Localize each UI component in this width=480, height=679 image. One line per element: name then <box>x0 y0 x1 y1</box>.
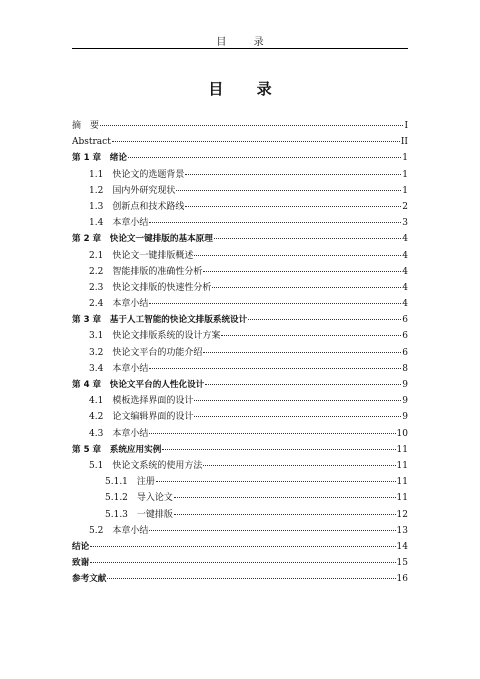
toc-entry-page-number: 2 <box>402 201 408 212</box>
toc-entry-page-number: 6 <box>402 331 408 342</box>
toc-entry-page-number: II <box>400 137 408 148</box>
toc-entry[interactable] <box>72 426 408 442</box>
toc-leader-dots <box>107 577 395 579</box>
toc-leader-dots <box>194 254 401 256</box>
toc-entry-label: 2.2 智能排版的准确性分析 <box>89 266 203 277</box>
toc-leader-dots <box>194 415 401 417</box>
toc-entry[interactable] <box>72 296 408 312</box>
toc-entry-label: 第 4 章 快论文平台的人性化设计 <box>72 380 205 390</box>
toc-entry-label: Abstract <box>72 137 111 148</box>
toc-leader-dots <box>214 237 401 239</box>
toc-entry-page-number: 4 <box>402 234 408 245</box>
toc-entry-label: 5.1 快论文系统的使用方法 <box>89 460 203 471</box>
toc-entry[interactable] <box>72 312 408 328</box>
toc-entry-label: 5.1.1 注册 <box>105 477 155 488</box>
toc-entry-page-number: 4 <box>402 250 408 261</box>
toc-leader-dots <box>149 302 401 304</box>
toc-leader-dots <box>162 448 395 450</box>
toc-entry[interactable] <box>72 280 408 296</box>
toc-leader-dots <box>149 529 395 531</box>
toc-leader-dots <box>174 496 396 498</box>
toc-entry[interactable] <box>72 183 408 199</box>
toc-entry-page-number: 15 <box>396 558 408 569</box>
toc-entry[interactable] <box>72 199 408 215</box>
toc-leader-dots <box>149 367 401 369</box>
toc-entry-page-number: 9 <box>402 396 408 407</box>
toc-entry[interactable] <box>72 231 408 247</box>
toc-entry[interactable] <box>72 264 408 280</box>
toc-entry[interactable] <box>72 393 408 409</box>
toc-entry[interactable] <box>72 474 408 490</box>
toc-entry-label: 结论 <box>72 541 90 552</box>
toc-entry-label: 4.2 论文编辑界面的设计 <box>89 412 194 423</box>
toc-entry[interactable] <box>72 134 408 150</box>
toc-entry[interactable] <box>72 248 408 264</box>
toc-entry-label: 参考文献 <box>72 574 107 585</box>
toc-entry-label: 4.3 本章小结 <box>89 428 149 439</box>
toc-entry[interactable] <box>72 167 408 183</box>
toc-entry[interactable] <box>72 539 408 555</box>
toc-entry[interactable] <box>72 458 408 474</box>
toc-entry[interactable] <box>72 523 408 539</box>
toc-entry-page-number: 10 <box>396 428 408 439</box>
toc-entry-label: 3.2 快论文平台的功能介绍 <box>89 347 203 358</box>
toc-entry-page-number: 1 <box>402 153 408 164</box>
toc-leader-dots <box>90 545 395 547</box>
toc-entry-page-number: 4 <box>402 266 408 277</box>
toc-leader-dots <box>221 334 401 336</box>
toc-leader-dots <box>185 205 401 207</box>
toc-leader-dots <box>203 270 401 272</box>
toc-entry-page-number: 9 <box>402 412 408 423</box>
toc-entry[interactable] <box>72 409 408 425</box>
toc-entry-page-number: 11 <box>396 493 408 504</box>
toc-entry-page-number: 6 <box>402 315 408 326</box>
toc-entry[interactable] <box>72 328 408 344</box>
toc-entry-label: 5.2 本章小结 <box>89 525 149 536</box>
toc-leader-dots <box>205 383 401 385</box>
toc-entry-label: 2.3 快论文排版的快速性分析 <box>89 282 212 293</box>
toc-entry-label: 2.1 快论文一键排版概述 <box>89 250 194 261</box>
toc-entry-page-number: 1 <box>402 185 408 196</box>
toc-entry-page-number: 11 <box>396 444 408 455</box>
toc-entry[interactable] <box>72 361 408 377</box>
toc-entry-label: 第 5 章 系统应用实例 <box>72 444 162 455</box>
toc-entry-label: 2.4 本章小结 <box>89 299 149 310</box>
toc-entry-page-number: 4 <box>402 282 408 293</box>
toc-entry-page-number: 8 <box>402 363 408 374</box>
toc-leader-dots <box>174 513 396 515</box>
toc-entry[interactable] <box>72 150 408 166</box>
toc-leader-dots <box>203 351 401 353</box>
toc-entry-label: 5.1.3 一键排版 <box>105 509 173 520</box>
running-header: 目 录 <box>216 37 276 48</box>
toc-entry-label: 1.2 国内外研究现状 <box>89 185 176 196</box>
toc-entry-page-number: I <box>404 121 408 131</box>
toc-entry[interactable] <box>72 555 408 571</box>
toc-entry[interactable] <box>72 507 408 523</box>
toc-leader-dots <box>100 124 403 126</box>
toc-entry-label: 3.4 本章小结 <box>89 363 149 374</box>
toc-entry-label: 第 3 章 基于人工智能的快论文排版系统设计 <box>72 315 248 326</box>
toc-entry-label: 1.1 快论文的选题背景 <box>89 169 185 180</box>
toc-leader-dots <box>212 286 401 288</box>
toc-entry-label: 摘 要 <box>72 121 100 131</box>
toc-leader-dots <box>90 561 395 563</box>
toc-entry-label: 3.1 快论文排版系统的设计方案 <box>89 331 221 342</box>
toc-entry[interactable] <box>72 571 408 587</box>
toc-leader-dots <box>128 156 401 158</box>
toc-entry-page-number: 11 <box>396 460 408 471</box>
toc-entry[interactable] <box>72 118 408 134</box>
toc-entry-label: 5.1.2 导入论文 <box>105 493 173 504</box>
toc-leader-dots <box>156 480 396 482</box>
toc-entry-label: 致谢 <box>72 558 90 569</box>
table-of-contents <box>72 118 408 587</box>
toc-entry[interactable] <box>72 377 408 393</box>
toc-entry-page-number: 1 <box>402 169 408 180</box>
toc-leader-dots <box>185 173 401 175</box>
toc-entry[interactable] <box>72 215 408 231</box>
toc-entry-page-number: 4 <box>402 299 408 310</box>
toc-leader-dots <box>203 464 395 466</box>
toc-leader-dots <box>194 399 401 401</box>
toc-entry-label: 1.4 本章小结 <box>89 218 149 229</box>
toc-entry-page-number: 11 <box>396 477 408 488</box>
toc-leader-dots <box>248 318 401 320</box>
toc-entry-label: 4.1 模板选择界面的设计 <box>89 396 194 407</box>
toc-entry-label: 1.3 创新点和技术路线 <box>89 201 185 212</box>
toc-entry[interactable] <box>72 345 408 361</box>
toc-entry-page-number: 9 <box>402 380 408 390</box>
toc-entry-page-number: 6 <box>402 347 408 358</box>
toc-entry-page-number: 14 <box>396 541 408 552</box>
toc-entry-page-number: 12 <box>396 509 408 520</box>
toc-entry[interactable] <box>72 490 408 506</box>
toc-leader-dots <box>149 432 395 434</box>
toc-entry-page-number: 3 <box>402 218 408 229</box>
toc-leader-dots <box>176 189 401 191</box>
toc-leader-dots <box>112 140 400 142</box>
header-rule <box>72 48 408 49</box>
toc-entry-label: 第 2 章 快论文一键排版的基本原理 <box>72 234 213 245</box>
toc-leader-dots <box>149 221 401 223</box>
toc-entry-page-number: 13 <box>396 525 408 536</box>
page-title: 目 录 <box>208 80 286 98</box>
toc-entry[interactable] <box>72 442 408 458</box>
toc-entry-label: 第 1 章 绪论 <box>72 153 127 164</box>
toc-entry-page-number: 16 <box>396 574 408 585</box>
